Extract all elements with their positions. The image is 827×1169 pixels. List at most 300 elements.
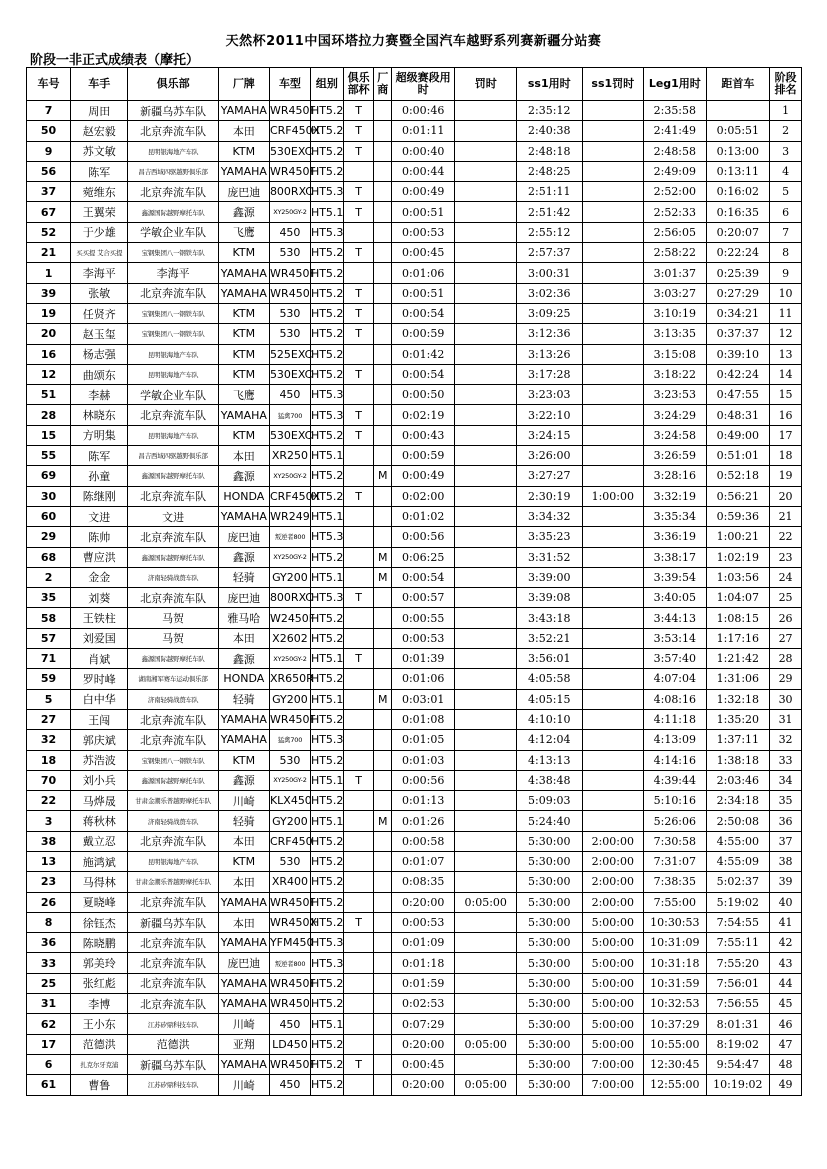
cell-ss1-penalty <box>582 669 644 689</box>
cell-club-cup <box>343 466 374 486</box>
cell-ss1-penalty <box>582 121 644 141</box>
cell-leg1-time: 7:30:58 <box>644 831 707 851</box>
cell-car-number: 32 <box>27 730 71 750</box>
cell-rider: 金金 <box>71 567 128 587</box>
cell-brand: YAMAHA <box>218 263 269 283</box>
cell-leg1-time: 4:39:44 <box>644 770 707 790</box>
cell-model: 530 <box>269 243 310 263</box>
cell-stage-rank: 30 <box>770 689 802 709</box>
cell-club-cup: T <box>343 770 374 790</box>
cell-brand: 鑫源 <box>218 466 269 486</box>
cell-gap-to-leader: 0:48:31 <box>706 405 770 425</box>
table-row <box>27 303 802 323</box>
cell-car-number: 69 <box>27 466 71 486</box>
cell-ss1-time: 3:31:52 <box>516 547 582 567</box>
cell-manufacturer: M <box>374 689 391 709</box>
cell-stage-rank: 15 <box>770 385 802 405</box>
cell-stage-rank: 18 <box>770 446 802 466</box>
cell-manufacturer <box>374 588 391 608</box>
cell-car-number: 70 <box>27 770 71 790</box>
cell-manufacturer <box>374 446 391 466</box>
table-row <box>27 1034 802 1054</box>
cell-ss1-time: 5:24:40 <box>516 811 582 831</box>
cell-stage-rank: 21 <box>770 506 802 526</box>
cell-penalty <box>455 547 517 567</box>
cell-group: HT5.1 <box>310 649 343 669</box>
cell-penalty <box>455 446 517 466</box>
cell-stage-rank: 4 <box>770 161 802 181</box>
cell-ss1-time: 3:56:01 <box>516 649 582 669</box>
table-row <box>27 506 802 526</box>
cell-ss1-time: 2:51:42 <box>516 202 582 222</box>
header-rider: 车手 <box>71 68 128 101</box>
cell-club-cup <box>343 831 374 851</box>
cell-club: 北京奔流车队 <box>128 831 218 851</box>
header-club: 俱乐部 <box>128 68 218 101</box>
cell-leg1-time: 12:30:45 <box>644 1054 707 1074</box>
cell-stage-rank: 11 <box>770 303 802 323</box>
cell-super-stage-time: 0:01:09 <box>391 933 455 953</box>
header-group: 组别 <box>310 68 343 101</box>
cell-stage-rank: 27 <box>770 628 802 648</box>
cell-group: HT5.2 <box>310 121 343 141</box>
cell-brand: KTM <box>218 750 269 770</box>
cell-stage-rank: 32 <box>770 730 802 750</box>
cell-car-number: 55 <box>27 446 71 466</box>
cell-gap-to-leader: 1:21:42 <box>706 649 770 669</box>
cell-leg1-time: 10:30:53 <box>644 912 707 932</box>
cell-car-number: 57 <box>27 628 71 648</box>
cell-leg1-time: 2:58:22 <box>644 243 707 263</box>
cell-gap-to-leader: 0:05:51 <box>706 121 770 141</box>
cell-penalty <box>455 750 517 770</box>
cell-penalty <box>455 243 517 263</box>
table-row <box>27 628 802 648</box>
cell-leg1-time: 3:13:35 <box>644 324 707 344</box>
cell-gap-to-leader: 1:17:16 <box>706 628 770 648</box>
cell-rider: 刘小兵 <box>71 770 128 790</box>
cell-super-stage-time: 0:00:45 <box>391 1054 455 1074</box>
cell-rider: 张红彪 <box>71 973 128 993</box>
cell-super-stage-time: 0:01:08 <box>391 709 455 729</box>
cell-penalty <box>455 161 517 181</box>
cell-stage-rank: 10 <box>770 283 802 303</box>
table-row <box>27 689 802 709</box>
cell-model: KLX450 <box>269 791 310 811</box>
cell-penalty: 0:05:00 <box>455 1075 517 1095</box>
cell-car-number: 61 <box>27 1075 71 1095</box>
cell-leg1-time: 4:13:09 <box>644 730 707 750</box>
cell-group: HT5.2 <box>310 669 343 689</box>
cell-ss1-time: 2:30:19 <box>516 486 582 506</box>
cell-club: 北京奔流车队 <box>128 994 218 1014</box>
cell-super-stage-time: 0:00:53 <box>391 628 455 648</box>
cell-club-cup: T <box>343 283 374 303</box>
table-row <box>27 101 802 121</box>
cell-ss1-penalty <box>582 141 644 161</box>
cell-club: 甘肃金潮乐普越野摩托车队 <box>128 872 218 892</box>
cell-ss1-time: 3:12:36 <box>516 324 582 344</box>
header-brand: 厂牌 <box>218 68 269 101</box>
cell-leg1-time: 3:24:29 <box>644 405 707 425</box>
cell-car-number: 12 <box>27 364 71 384</box>
cell-brand: YAMAHA <box>218 506 269 526</box>
table-row <box>27 831 802 851</box>
cell-penalty <box>455 101 517 121</box>
cell-group: HT5.2 <box>310 547 343 567</box>
table-row <box>27 973 802 993</box>
table-row <box>27 1075 802 1095</box>
cell-group: HT5.2 <box>310 486 343 506</box>
cell-brand: 飞鹰 <box>218 385 269 405</box>
cell-group: HT5.3 <box>310 588 343 608</box>
cell-group: HT5.2 <box>310 1034 343 1054</box>
cell-brand: 鑫源 <box>218 202 269 222</box>
cell-manufacturer <box>374 669 391 689</box>
cell-group: HT5.2 <box>310 872 343 892</box>
cell-super-stage-time: 0:02:53 <box>391 994 455 1014</box>
cell-rider: 白中华 <box>71 689 128 709</box>
cell-penalty <box>455 121 517 141</box>
cell-group: HT5.2 <box>310 973 343 993</box>
cell-leg1-time: 2:35:58 <box>644 101 707 121</box>
cell-car-number: 21 <box>27 243 71 263</box>
cell-group: HT5.1 <box>310 1014 343 1034</box>
cell-stage-rank: 24 <box>770 567 802 587</box>
cell-club: 李海平 <box>128 263 218 283</box>
cell-penalty <box>455 506 517 526</box>
cell-ss1-penalty: 1:00:00 <box>582 486 644 506</box>
cell-stage-rank: 44 <box>770 973 802 993</box>
cell-club: 宝钢集团八一钢铁车队 <box>128 750 218 770</box>
cell-gap-to-leader: 0:56:21 <box>706 486 770 506</box>
cell-model: GY200 <box>269 567 310 587</box>
cell-model: WR450F <box>269 263 310 283</box>
cell-stage-rank: 16 <box>770 405 802 425</box>
cell-stage-rank: 49 <box>770 1075 802 1095</box>
cell-stage-rank: 38 <box>770 851 802 871</box>
cell-club: 北京奔流车队 <box>128 182 218 202</box>
cell-stage-rank: 1 <box>770 101 802 121</box>
cell-model: XY250GY-2 <box>269 770 310 790</box>
cell-rider: 李海平 <box>71 263 128 283</box>
cell-car-number: 28 <box>27 405 71 425</box>
cell-ss1-penalty: 5:00:00 <box>582 912 644 932</box>
cell-stage-rank: 6 <box>770 202 802 222</box>
cell-manufacturer <box>374 222 391 242</box>
cell-brand: YAMAHA <box>218 730 269 750</box>
header-ss1-time: ss1用时 <box>516 68 582 101</box>
cell-club-cup: T <box>343 486 374 506</box>
cell-club-cup: T <box>343 912 374 932</box>
cell-manufacturer <box>374 851 391 871</box>
cell-rider: 陈晓鹏 <box>71 933 128 953</box>
cell-brand: 轻骑 <box>218 689 269 709</box>
cell-penalty <box>455 466 517 486</box>
cell-car-number: 23 <box>27 872 71 892</box>
table-row <box>27 872 802 892</box>
cell-club: 北京奔流车队 <box>128 892 218 912</box>
cell-leg1-time: 7:31:07 <box>644 851 707 871</box>
cell-model: LD450 <box>269 1034 310 1054</box>
table-row <box>27 121 802 141</box>
cell-ss1-penalty <box>582 466 644 486</box>
cell-brand: 鑫源 <box>218 649 269 669</box>
cell-group: HT5.2 <box>310 628 343 648</box>
cell-model: 猛禽700 <box>269 405 310 425</box>
cell-club: 鑫源国际越野摩托车队 <box>128 649 218 669</box>
cell-car-number: 51 <box>27 385 71 405</box>
cell-rider: 罗时峰 <box>71 669 128 689</box>
cell-rider: 陈继刚 <box>71 486 128 506</box>
cell-leg1-time: 2:52:33 <box>644 202 707 222</box>
cell-leg1-time: 3:23:53 <box>644 385 707 405</box>
cell-ss1-penalty <box>582 202 644 222</box>
cell-ss1-time: 4:38:48 <box>516 770 582 790</box>
cell-ss1-time: 5:30:00 <box>516 953 582 973</box>
cell-car-number: 9 <box>27 141 71 161</box>
cell-ss1-penalty <box>582 709 644 729</box>
cell-rider: 马烨晟 <box>71 791 128 811</box>
cell-model: 530 <box>269 324 310 344</box>
cell-stage-rank: 14 <box>770 364 802 384</box>
table-row <box>27 709 802 729</box>
cell-model: XY250GY-2 <box>269 466 310 486</box>
cell-ss1-time: 2:57:37 <box>516 243 582 263</box>
cell-leg1-time: 4:07:04 <box>644 669 707 689</box>
cell-brand: 本田 <box>218 446 269 466</box>
cell-penalty <box>455 385 517 405</box>
cell-club: 鑫源国际越野摩托车队 <box>128 466 218 486</box>
cell-ss1-penalty <box>582 506 644 526</box>
cell-leg1-time: 7:55:00 <box>644 892 707 912</box>
cell-brand: 庞巴迪 <box>218 527 269 547</box>
cell-stage-rank: 7 <box>770 222 802 242</box>
cell-penalty <box>455 689 517 709</box>
cell-club: 江苏矽鼎科技车队 <box>128 1075 218 1095</box>
cell-club-cup <box>343 933 374 953</box>
cell-club: 北京奔流车队 <box>128 527 218 547</box>
header-gap-to-leader: 距首车 <box>706 68 770 101</box>
cell-ss1-time: 2:48:25 <box>516 161 582 181</box>
cell-ss1-penalty <box>582 811 644 831</box>
cell-ss1-penalty <box>582 222 644 242</box>
cell-brand: KTM <box>218 303 269 323</box>
cell-brand: YAMAHA <box>218 994 269 1014</box>
cell-brand: YAMAHA <box>218 283 269 303</box>
cell-club-cup: T <box>343 649 374 669</box>
cell-car-number: 3 <box>27 811 71 831</box>
cell-super-stage-time: 0:06:25 <box>391 547 455 567</box>
cell-model: WR450F <box>269 709 310 729</box>
cell-manufacturer <box>374 283 391 303</box>
cell-gap-to-leader: 0:52:18 <box>706 466 770 486</box>
cell-model: YFM450 <box>269 933 310 953</box>
cell-club: 北京奔流车队 <box>128 730 218 750</box>
cell-club-cup <box>343 527 374 547</box>
cell-super-stage-time: 0:00:44 <box>391 161 455 181</box>
cell-penalty <box>455 973 517 993</box>
cell-club-cup: T <box>343 141 374 161</box>
cell-stage-rank: 20 <box>770 486 802 506</box>
cell-super-stage-time: 0:00:51 <box>391 283 455 303</box>
cell-manufacturer <box>374 750 391 770</box>
cell-model: 800RXC <box>269 588 310 608</box>
cell-stage-rank: 36 <box>770 811 802 831</box>
cell-club: 鑫源国际越野摩托车队 <box>128 547 218 567</box>
cell-ss1-time: 3:09:25 <box>516 303 582 323</box>
cell-model: CRF450X <box>269 121 310 141</box>
table-row <box>27 446 802 466</box>
cell-brand: 川崎 <box>218 791 269 811</box>
cell-leg1-time: 2:49:09 <box>644 161 707 181</box>
cell-group: HT5.1 <box>310 567 343 587</box>
cell-club: 北京奔流车队 <box>128 405 218 425</box>
cell-car-number: 60 <box>27 506 71 526</box>
table-row <box>27 994 802 1014</box>
cell-club-cup <box>343 547 374 567</box>
cell-ss1-time: 4:13:13 <box>516 750 582 770</box>
cell-ss1-penalty <box>582 750 644 770</box>
cell-gap-to-leader: 0:47:55 <box>706 385 770 405</box>
cell-brand: YAMAHA <box>218 933 269 953</box>
cell-ss1-time: 4:12:04 <box>516 730 582 750</box>
cell-stage-rank: 48 <box>770 1054 802 1074</box>
cell-penalty <box>455 994 517 1014</box>
results-table <box>26 67 802 1096</box>
cell-car-number: 15 <box>27 425 71 445</box>
cell-group: HT5.2 <box>310 364 343 384</box>
cell-manufacturer <box>374 994 391 1014</box>
cell-leg1-time: 3:53:14 <box>644 628 707 648</box>
cell-rider: 陈军 <box>71 446 128 466</box>
cell-group: HT5.1 <box>310 506 343 526</box>
cell-club: 鑫源国际越野摩托车队 <box>128 770 218 790</box>
table-row <box>27 770 802 790</box>
cell-manufacturer <box>374 141 391 161</box>
cell-super-stage-time: 0:01:18 <box>391 953 455 973</box>
cell-car-number: 18 <box>27 750 71 770</box>
cell-super-stage-time: 0:00:53 <box>391 222 455 242</box>
cell-leg1-time: 3:44:13 <box>644 608 707 628</box>
cell-penalty <box>455 1054 517 1074</box>
cell-ss1-penalty: 5:00:00 <box>582 933 644 953</box>
cell-gap-to-leader: 0:34:21 <box>706 303 770 323</box>
cell-ss1-time: 2:51:11 <box>516 182 582 202</box>
cell-car-number: 33 <box>27 953 71 973</box>
cell-gap-to-leader: 1:02:19 <box>706 547 770 567</box>
cell-leg1-time: 2:52:00 <box>644 182 707 202</box>
cell-ss1-penalty: 5:00:00 <box>582 973 644 993</box>
cell-brand: 鑫源 <box>218 547 269 567</box>
cell-club-cup <box>343 892 374 912</box>
table-row <box>27 364 802 384</box>
cell-super-stage-time: 0:00:40 <box>391 141 455 161</box>
cell-club-cup <box>343 851 374 871</box>
cell-ss1-penalty: 5:00:00 <box>582 1014 644 1034</box>
cell-penalty <box>455 182 517 202</box>
cell-car-number: 29 <box>27 527 71 547</box>
cell-leg1-time: 3:28:16 <box>644 466 707 486</box>
header-penalty: 罚时 <box>455 68 517 101</box>
cell-rider: 蒋秋林 <box>71 811 128 831</box>
cell-ss1-penalty: 5:00:00 <box>582 994 644 1014</box>
cell-club: 济南轻骑战赘车队 <box>128 567 218 587</box>
cell-stage-rank: 9 <box>770 263 802 283</box>
cell-penalty <box>455 263 517 283</box>
cell-car-number: 38 <box>27 831 71 851</box>
table-row <box>27 405 802 425</box>
cell-ss1-time: 3:00:31 <box>516 263 582 283</box>
cell-super-stage-time: 0:01:06 <box>391 669 455 689</box>
cell-car-number: 26 <box>27 892 71 912</box>
cell-penalty <box>455 222 517 242</box>
header-super-stage-time: 超级赛段用时 <box>391 68 455 101</box>
cell-ss1-time: 5:30:00 <box>516 912 582 932</box>
cell-penalty <box>455 344 517 364</box>
cell-leg1-time: 3:15:08 <box>644 344 707 364</box>
cell-brand: KTM <box>218 364 269 384</box>
cell-ss1-time: 3:27:27 <box>516 466 582 486</box>
cell-penalty <box>455 608 517 628</box>
cell-rider: 赵宏毅 <box>71 121 128 141</box>
cell-penalty <box>455 425 517 445</box>
cell-leg1-time: 10:31:09 <box>644 933 707 953</box>
cell-brand: KTM <box>218 243 269 263</box>
cell-club: 文进 <box>128 506 218 526</box>
cell-club-cup <box>343 689 374 709</box>
cell-stage-rank: 45 <box>770 994 802 1014</box>
cell-group: HT5.3 <box>310 953 343 973</box>
cell-ss1-time: 3:24:15 <box>516 425 582 445</box>
cell-club-cup <box>343 1014 374 1034</box>
cell-gap-to-leader: 0:51:01 <box>706 446 770 466</box>
cell-ss1-time: 3:52:21 <box>516 628 582 648</box>
cell-super-stage-time: 0:01:07 <box>391 851 455 871</box>
cell-group: HT5.2 <box>310 1075 343 1095</box>
cell-penalty <box>455 770 517 790</box>
cell-rider: 夏晓峰 <box>71 892 128 912</box>
table-row <box>27 161 802 181</box>
cell-car-number: 17 <box>27 1034 71 1054</box>
cell-leg1-time: 7:38:35 <box>644 872 707 892</box>
cell-club-cup: T <box>343 425 374 445</box>
cell-super-stage-time: 0:00:49 <box>391 466 455 486</box>
cell-rider: 刘爱国 <box>71 628 128 648</box>
table-row <box>27 527 802 547</box>
cell-ss1-penalty <box>582 567 644 587</box>
cell-car-number: 58 <box>27 608 71 628</box>
cell-club-cup <box>343 344 374 364</box>
cell-super-stage-time: 0:00:45 <box>391 243 455 263</box>
cell-brand: KTM <box>218 851 269 871</box>
cell-model: GY200 <box>269 689 310 709</box>
table-row <box>27 750 802 770</box>
cell-model: WR450F <box>269 1054 310 1074</box>
cell-stage-rank: 2 <box>770 121 802 141</box>
cell-club: 鑫源国际越野摩托车队 <box>128 202 218 222</box>
cell-club-cup <box>343 994 374 1014</box>
cell-super-stage-time: 0:02:00 <box>391 486 455 506</box>
cell-penalty <box>455 202 517 222</box>
cell-group: HT5.2 <box>310 141 343 161</box>
cell-super-stage-time: 0:00:59 <box>391 446 455 466</box>
cell-penalty <box>455 811 517 831</box>
cell-super-stage-time: 0:00:55 <box>391 608 455 628</box>
cell-rider: 郭美玲 <box>71 953 128 973</box>
cell-brand: 川崎 <box>218 1075 269 1095</box>
cell-car-number: 8 <box>27 912 71 932</box>
